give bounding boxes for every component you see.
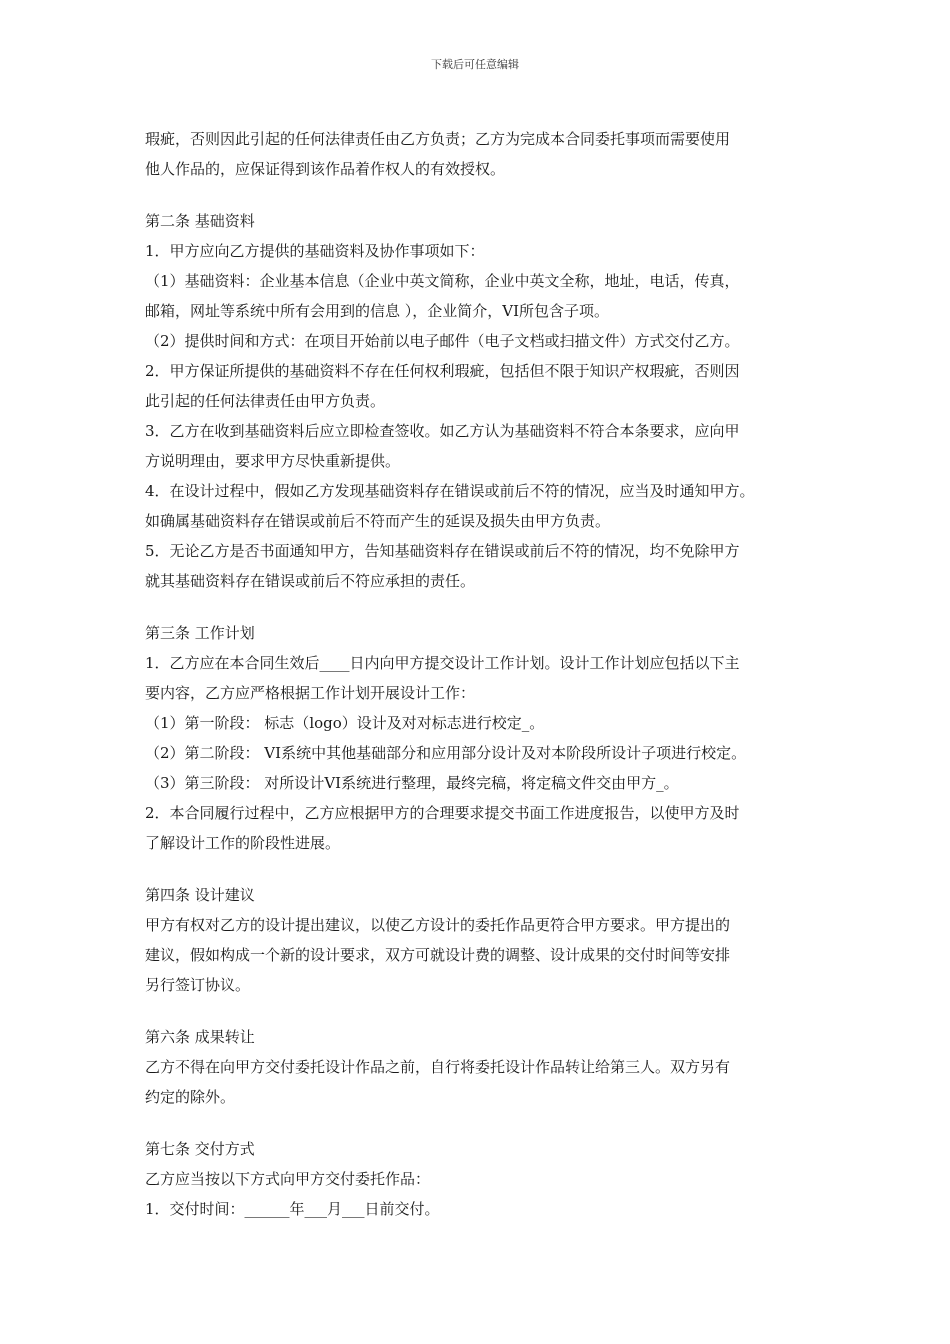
text-line: 2．甲方保证所提供的基础资料不存在任何权利瑕疵，包括但不限于知识产权瑕疵，否则因: [145, 362, 740, 380]
text-line: 此引起的任何法律责任由甲方负责。: [145, 392, 386, 410]
text-line: （2）第二阶段： VI系统中其他基础部分和应用部分设计及对本阶段所设计子项进行校定。: [145, 744, 747, 762]
text-line: 乙方应当按以下方式向甲方交付委托作品：: [145, 1170, 431, 1188]
section-article-3: [145, 618, 825, 858]
section-heading: 第七条 交付方式: [145, 1140, 255, 1158]
text-line: 就其基础资料存在错误或前后不符应承担的责任。: [145, 572, 476, 590]
text-line: 要内容，乙方应严格根据工作计划开展设计工作：: [145, 684, 476, 702]
text-line: （3）第三阶段： 对所设计VI系统进行整理，最终完稿，将定稿文件交由甲方_。: [145, 774, 679, 792]
section-heading: 第三条 工作计划: [145, 624, 255, 642]
text-line: 他人作品的，应保证得到该作品着作权人的有效授权。: [145, 160, 506, 178]
text-line: 2．本合同履行过程中，乙方应根据甲方的合理要求提交书面工作进度报告，以使甲方及时: [145, 804, 740, 822]
text-line: 邮箱，网址等系统中所有会用到的信息 ），企业简介，VI所包含子项。: [145, 302, 610, 320]
text-line: 1．交付时间：______年___月___日前交付。: [145, 1200, 440, 1218]
text-line: 如确属基础资料存在错误或前后不符而产生的延误及损失由甲方负责。: [145, 512, 611, 530]
text-line: 建议，假如构成一个新的设计要求，双方可就设计费的调整、设计成果的交付时间等安排: [145, 946, 731, 964]
document-body: [145, 124, 825, 1224]
text-line: 1．乙方应在本合同生效后____日内向甲方提交设计工作计划。设计工作计划应包括以下主: [145, 654, 740, 672]
section-heading: 第二条 基础资料: [145, 212, 255, 230]
text-line: （1）基础资料：企业基本信息（企业中英文简称，企业中英文全称，地址，电话，传真，: [145, 272, 740, 290]
text-line: 1．甲方应向乙方提供的基础资料及协作事项如下：: [145, 242, 485, 260]
text-line: 甲方有权对乙方的设计提出建议，以使乙方设计的委托作品更符合甲方要求。甲方提出的: [145, 916, 731, 934]
text-line: 约定的除外。: [145, 1088, 236, 1106]
text-line: 了解设计工作的阶段性进展。: [145, 834, 341, 852]
text-line: 瑕疵，否则因此引起的任何法律责任由乙方负责；乙方为完成本合同委托事项而需要使用: [145, 130, 731, 148]
paragraph-block: [145, 124, 825, 184]
text-line: 方说明理由，要求甲方尽快重新提供。: [145, 452, 401, 470]
text-line: 5．无论乙方是否书面通知甲方，告知基础资料存在错误或前后不符的情况，均不免除甲方: [145, 542, 740, 560]
text-line: 乙方不得在向甲方交付委托设计作品之前，自行将委托设计作品转让给第三人。双方另有: [145, 1058, 731, 1076]
section-article-2: [145, 206, 825, 596]
page-header-note: 下载后可任意编辑: [431, 58, 519, 71]
section-article-6: [145, 1022, 825, 1112]
section-article-7: [145, 1134, 825, 1224]
section-heading: 第六条 成果转让: [145, 1028, 255, 1046]
section-heading: 第四条 设计建议: [145, 886, 255, 904]
text-line: 3．乙方在收到基础资料后应立即检查签收。如乙方认为基础资料不符合本条要求，应向甲: [145, 422, 740, 440]
text-line: 4．在设计过程中，假如乙方发现基础资料存在错误或前后不符的情况，应当及时通知甲方。: [145, 482, 755, 500]
text-line: （2）提供时间和方式：在项目开始前以电子邮件（电子文档或扫描文件）方式交付乙方。: [145, 332, 740, 350]
text-line: 另行签订协议。: [145, 976, 251, 994]
text-line: （1）第一阶段： 标志（logo）设计及对对标志进行校定_。: [145, 714, 545, 732]
section-article-4: [145, 880, 825, 1000]
